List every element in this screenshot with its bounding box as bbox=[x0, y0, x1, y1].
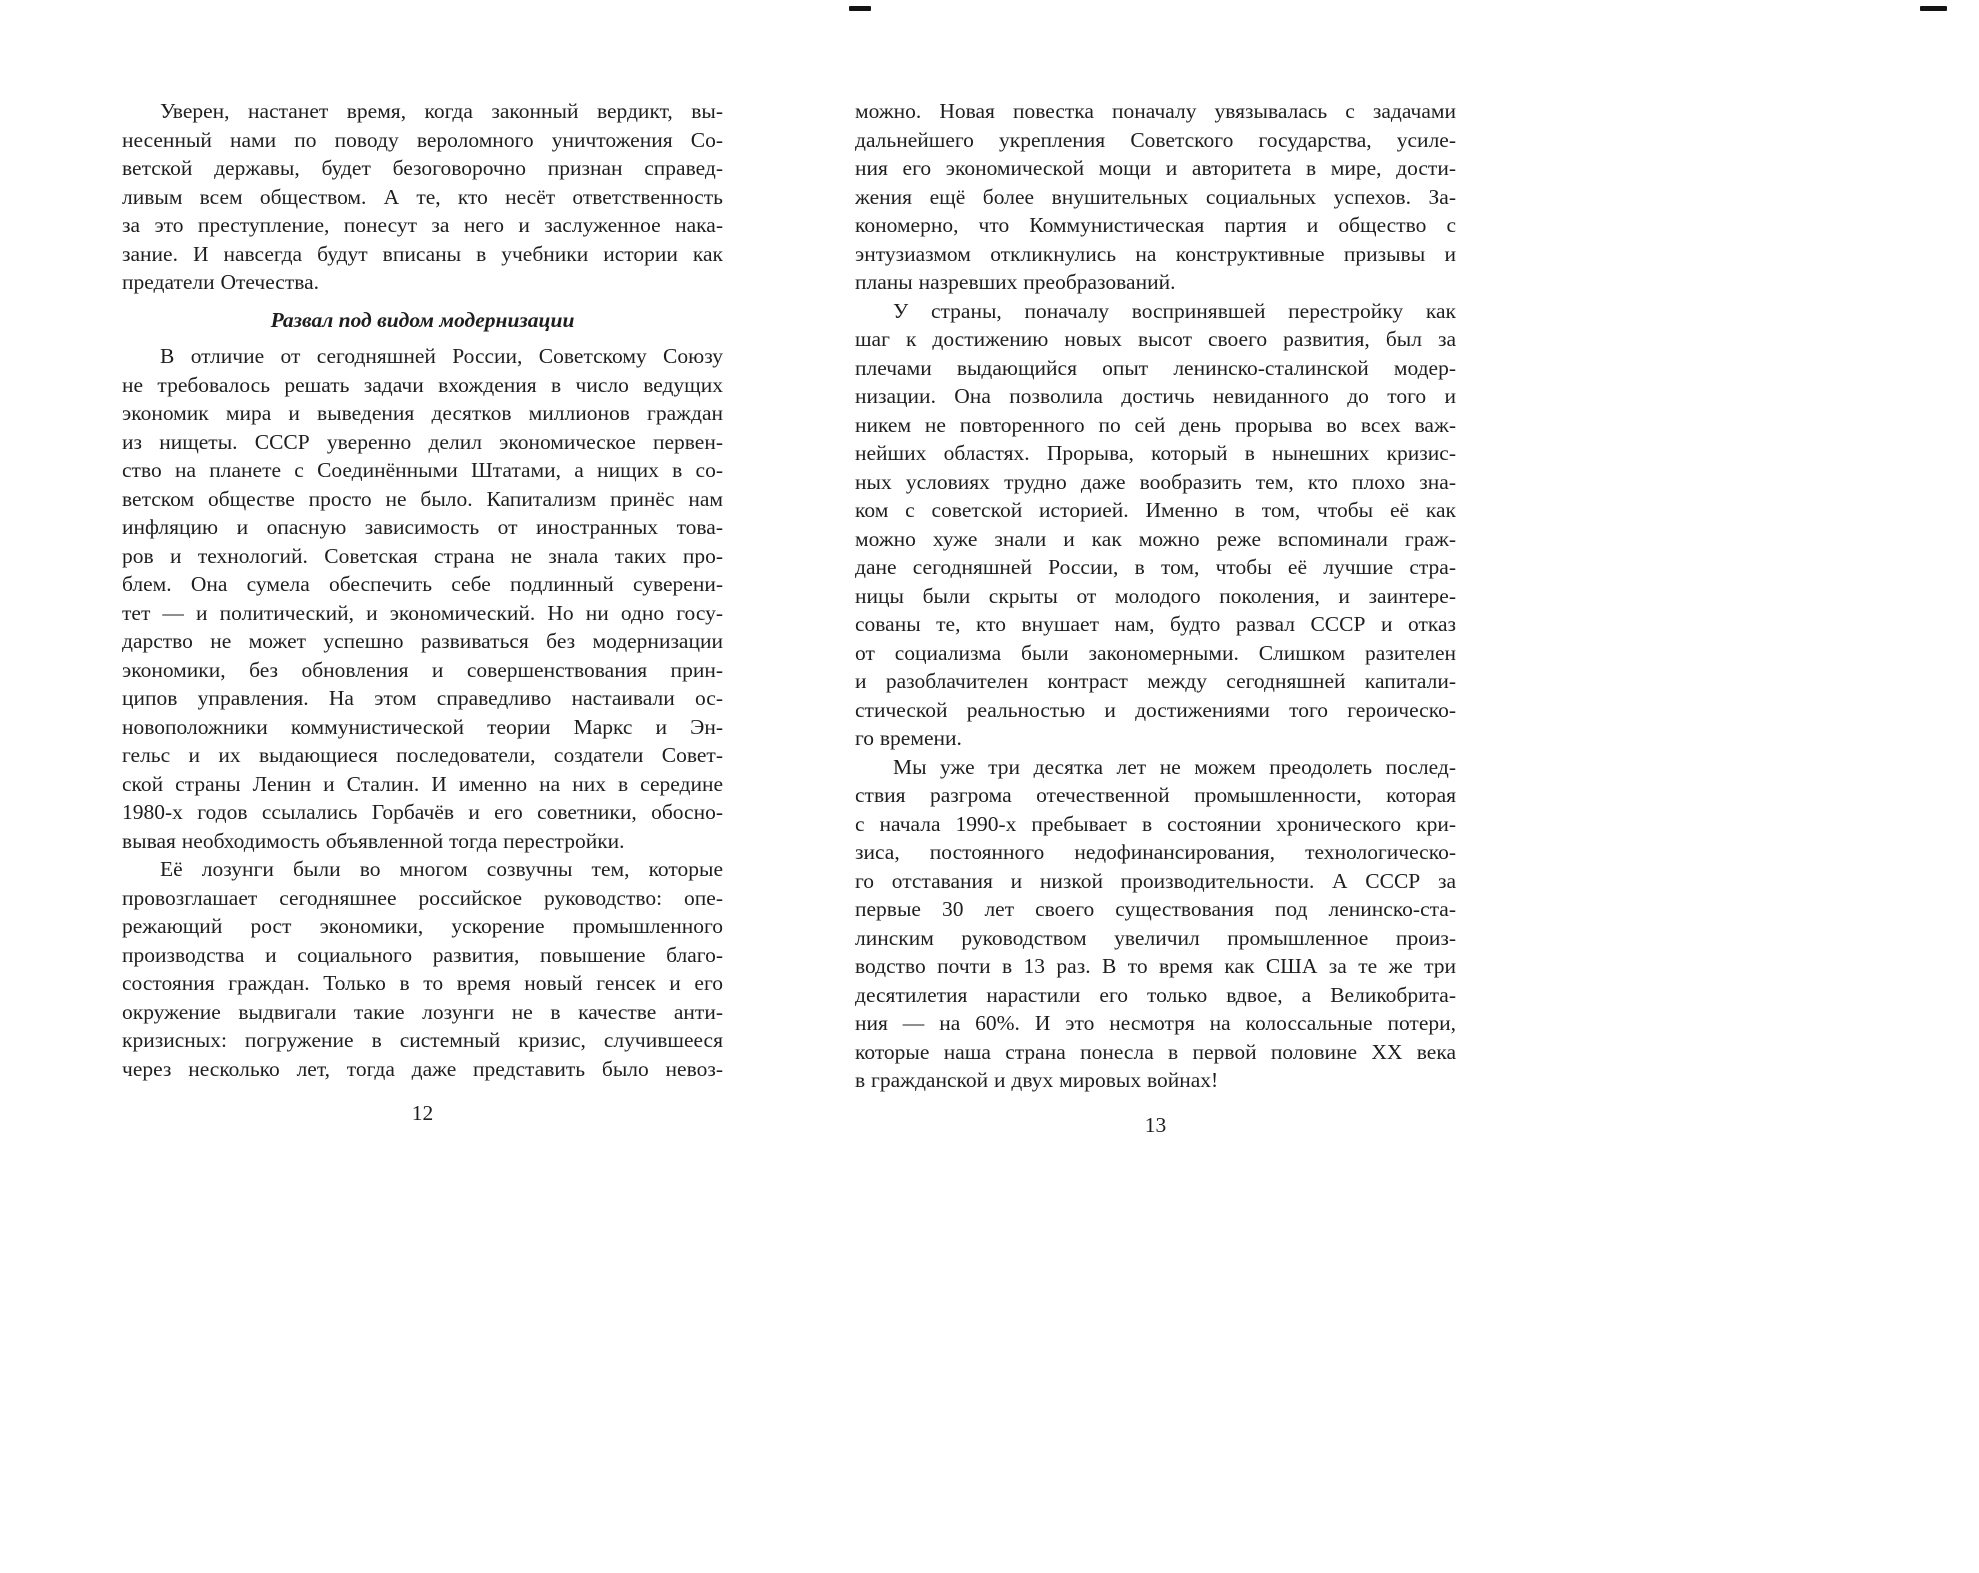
text-line: сованы те, кто внушает нам, будто развал СССР и отказ bbox=[855, 612, 1456, 636]
text-line: десятилетия нарастили его только вдвое, а Великобрита- bbox=[855, 982, 1456, 1007]
section-heading: Развал под видом модернизации bbox=[270, 307, 575, 332]
text-line: 1980-х годов ссылались Горбачёв и его советники, обосно- bbox=[122, 800, 723, 824]
scan-artifact-mark bbox=[1920, 6, 1947, 11]
text-line: экономики, без обновления и совершенствования прин- bbox=[122, 657, 723, 682]
text-line: кономерно, что Коммунистическая партия и общество с bbox=[855, 213, 1456, 237]
text-line: ской страны Ленин и Сталин. И именно на них в середине bbox=[122, 771, 723, 796]
scan-artifact-mark bbox=[849, 6, 871, 11]
text-line: окружение выдвигали такие лозунги не в качестве анти- bbox=[122, 999, 723, 1024]
text-line: предатели Отечества. bbox=[122, 270, 320, 294]
text-line: режающий рост экономики, ускорение промышленного bbox=[122, 914, 723, 938]
text-line: ствия разгрома отечественной промышленности, которая bbox=[855, 783, 1456, 807]
page-number-right: 13 bbox=[1144, 1112, 1167, 1137]
page-text bbox=[122, 97, 723, 1083]
text-line: ров и технологий. Советская страна не знала таких про- bbox=[122, 543, 723, 568]
text-line: первые 30 лет своего существования под ленинско-ста- bbox=[855, 897, 1456, 921]
text-line: ния его экономической мощи и авторитета в мире, дости- bbox=[855, 156, 1456, 180]
text-line: от социализма были закономерными. Слишком разителен bbox=[855, 640, 1456, 665]
text-line: жения ещё более внушительных социальных успехов. За- bbox=[855, 184, 1456, 209]
text-line: энтузиазмом откликнулись на конструктивные призывы и bbox=[855, 241, 1456, 266]
text-line: нейших областях. Прорыва, который в нынешних кризис- bbox=[855, 441, 1456, 465]
text-line: ком с советской историей. Именно в том, чтобы её как bbox=[855, 498, 1456, 522]
text-line: из нищеты. СССР уверенно делил экономическое первен- bbox=[122, 429, 723, 454]
text-line: шаг к достижению новых высот своего развития, был за bbox=[855, 327, 1456, 351]
text-line: никем не повторенного по сей день прорыва во всех важ- bbox=[855, 412, 1456, 437]
text-line: Уверен, настанет время, когда законный вердикт, вы- bbox=[160, 99, 723, 123]
text-line: ливым всем обществом. А те, кто несёт ответственность bbox=[122, 184, 723, 209]
text-line: тет — и политический, и экономический. Но ни одно госу- bbox=[122, 600, 723, 625]
text-line: ципов управления. На этом справедливо настаивали ос- bbox=[122, 686, 723, 710]
paragraph bbox=[122, 855, 723, 1083]
text-line: состояния граждан. Только в то время новый генсек и его bbox=[122, 971, 723, 995]
text-line: провозглашает сегодняшнее российское руководство: опе- bbox=[122, 885, 723, 910]
text-line: кризисных: погружение в системный кризис, случившееся bbox=[122, 1028, 723, 1052]
text-line: линским руководством увеличил промышленное произ- bbox=[855, 925, 1456, 950]
text-line: инфляцию и опасную зависимость от иностранных това- bbox=[122, 515, 723, 539]
text-line: ветской державы, будет безоговорочно признан справед- bbox=[122, 156, 723, 180]
paragraph bbox=[855, 753, 1456, 1095]
text-line: ницы были скрыты от молодого поколения, и заинтере- bbox=[855, 583, 1456, 608]
text-line: Её лозунги были во многом созвучны тем, которые bbox=[160, 857, 723, 881]
text-line: низации. Она позволила достичь невиданного до того и bbox=[855, 384, 1456, 408]
paragraph bbox=[855, 97, 1456, 297]
text-line: за это преступление, понесут за него и заслуженное нака- bbox=[122, 213, 723, 237]
text-line: производства и социального развития, повышение благо- bbox=[122, 942, 723, 967]
text-line: го времени. bbox=[855, 726, 962, 750]
text-line: с начала 1990-х пребывает в состоянии хронического кри- bbox=[855, 811, 1456, 836]
paragraph bbox=[122, 342, 723, 855]
text-line: В отличие от сегодняшней России, Советскому Союзу bbox=[160, 344, 723, 368]
text-line: ния — на 60%. И это несмотря на колоссальные потери, bbox=[855, 1011, 1456, 1035]
text-line: в гражданской и двух мировых войнах! bbox=[855, 1068, 1219, 1092]
text-line: блем. Она сумела обеспечить себе подлинный суверени- bbox=[122, 572, 723, 596]
text-line: которые наша страна понесла в первой половине XX века bbox=[855, 1039, 1456, 1064]
text-line: несенный нами по поводу вероломного уничтожения Со- bbox=[122, 127, 723, 152]
paragraph bbox=[122, 97, 723, 297]
text-line: водство почти в 13 раз. В то время как США за те же три bbox=[855, 954, 1456, 978]
text-line: через несколько лет, тогда даже представить было невоз- bbox=[122, 1056, 723, 1081]
text-line: ных условиях трудно даже вообразить тем, кто плохо зна- bbox=[855, 469, 1456, 494]
text-line: дане сегодняшней России, в том, чтобы её лучшие стра- bbox=[855, 555, 1456, 579]
text-line: ветском обществе просто не было. Капитализм принёс нам bbox=[122, 486, 723, 511]
text-line: зание. И навсегда будут вписаны в учебники истории как bbox=[122, 241, 723, 266]
text-line: экономик мира и выведения десятков миллионов граждан bbox=[122, 401, 723, 425]
text-line: вывая необходимость объявленной тогда перестройки. bbox=[122, 828, 625, 853]
text-line: дарство не может успешно развиваться без модернизации bbox=[122, 629, 723, 653]
text-line: зиса, постоянного недофинансирования, технологическо- bbox=[855, 840, 1456, 864]
paragraph bbox=[855, 297, 1456, 753]
text-line: У страны, поначалу воспринявшей перестройку как bbox=[893, 298, 1456, 323]
text-line: и разоблачителен контраст между сегодняшней капитали- bbox=[855, 669, 1456, 693]
text-line: плечами выдающийся опыт ленинско-сталинской модер- bbox=[855, 355, 1456, 380]
text-line: гельс и их выдающиеся последователи, создатели Совет- bbox=[122, 743, 723, 767]
text-line: можно. Новая повестка поначалу увязывалась с задачами bbox=[855, 99, 1456, 123]
text-line: стической реальностью и достижениями того героическо- bbox=[855, 697, 1456, 722]
page-left bbox=[122, 97, 723, 1127]
text-line: ство на планете с Соединёнными Штатами, а нищих в со- bbox=[122, 458, 723, 482]
text-line: планы назревших преобразований. bbox=[855, 270, 1176, 294]
page-text bbox=[855, 97, 1456, 1095]
page-number-left: 12 bbox=[411, 1101, 434, 1125]
text-line: Мы уже три десятка лет не можем преодолеть послед- bbox=[893, 754, 1456, 779]
page-right bbox=[855, 97, 1456, 1139]
text-line: го отставания и низкой производительности. А СССР за bbox=[855, 868, 1456, 893]
text-line: можно хуже знали и как можно реже вспоминали граж- bbox=[855, 526, 1456, 551]
text-line: дальнейшего укрепления Советского государства, усиле- bbox=[855, 127, 1456, 152]
text-line: не требовалось решать задачи вхождения в число ведущих bbox=[122, 372, 723, 397]
text-line: новоположники коммунистической теории Маркс и Эн- bbox=[122, 714, 723, 739]
